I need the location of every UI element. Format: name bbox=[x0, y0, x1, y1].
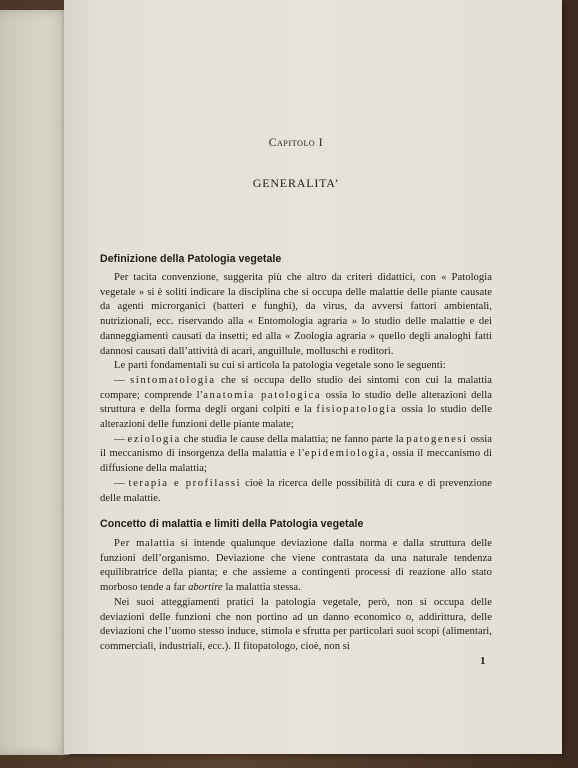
text: ossia il meccanismo di insorgenza della malattia e l’ bbox=[100, 433, 493, 460]
paragraph: Le parti fondamentali su cui si articola la patologia vegetale sono le seguenti: bbox=[114, 360, 446, 372]
text: che si occupa dello studio dei sintomi con cui la malattia compare; comprende l’ bbox=[100, 374, 492, 401]
text: si intende qualunque deviazione dalla norma e dalla struttura delle funzioni dell’organismo. Deviazione che viene contrastata da una naturale tendenza equilibratrice della pianta; e che assieme a contingenti processi di reazione allo stato morboso tende a far bbox=[100, 538, 492, 594]
term: Per malattia bbox=[114, 538, 176, 549]
list-item-terapia: — terapia e profilassi cioè la ricerca delle possibilità di cura e di prevenzione delle malattie. bbox=[100, 477, 492, 504]
chapter-title: GENERALITA’ bbox=[252, 176, 340, 190]
italic-term: abortire bbox=[188, 582, 223, 594]
term: eziologia bbox=[127, 433, 181, 445]
paragraph: Nei suoi atteggiamenti pratici la patologia vegetale, però, non si occupa delle deviazioni delle funzioni che non portino ad un danno economico o, addirittura, delle deviazioni che l’uomo stesso induce, stimola e sfrutta per particolari suoi scopi (alimentari, commerciali, industriali, ecc.). Il fitopatologo, cioè, non si bbox=[100, 596, 492, 652]
text: ossia lo studio delle alterazioni delle funzioni delle piante malate; bbox=[100, 404, 493, 431]
term: terapia e profilassi bbox=[128, 477, 242, 489]
chapter-label bbox=[100, 136, 492, 151]
term: sintomatologia bbox=[130, 374, 216, 386]
text: ossia lo studio delle alterazioni della struttura e della forma degli organi colpiti e la bbox=[100, 389, 492, 416]
paragraph: Per tacita convenzione, suggerita più che altro da criteri didattici, con « Patologia vegetale » si è soliti indicare la disciplina che si occupa delle malattie delle piante causate da agenti microrganici (batteri e funghi), da virus, da avversi fattori ambientali, nutrizionali, ecc. riservando alla « Entomologia agraria » lo studio delle malattie e dei danneggiamenti causati da insetti; ed alla « Zoologia agraria » quello degli analoghi fatti dannosi causati dall’attività di acari, anguillule, molluschi e roditori. bbox=[100, 272, 492, 357]
term: epidemiologia bbox=[304, 448, 387, 460]
text: che studia le cause della malattia; ne fanno parte la bbox=[180, 433, 407, 445]
section-heading-concetto: Concetto di malattia e limiti della Patologia vegetale bbox=[100, 518, 364, 530]
section-body-concetto bbox=[100, 537, 492, 655]
section-heading-definizione: Definizione della Patologia vegetale bbox=[100, 253, 282, 265]
book-page bbox=[64, 0, 562, 754]
chapter-label-text: Capitolo I bbox=[268, 137, 324, 149]
term: anatomia patologica bbox=[203, 389, 322, 401]
term: patogenesi bbox=[406, 433, 468, 445]
previous-page-edge bbox=[0, 10, 70, 755]
text: la malattia stessa. bbox=[222, 582, 301, 594]
section-body-definizione bbox=[100, 271, 492, 506]
text: , ossia il meccanismo di diffusione della malattia; bbox=[100, 448, 492, 475]
term: fisiopatologia bbox=[316, 404, 397, 416]
paragraph bbox=[100, 537, 492, 596]
list-item-sintomatologia: — sintomatologia che si occupa dello studio dei sintomi con cui la malattia compare; comprende l’anatomia patologica ossia lo studio delle alterazioni della struttura e della forma degli organi colpiti e la fisiopatologia ossia lo studio delle alterazioni delle funzioni delle piante malate; bbox=[100, 374, 493, 431]
list-item-eziologia: — eziologia che studia le cause della malattia; ne fanno parte la patogenesi ossia il meccanismo di insorgenza della malattia e l’epidemiologia, ossia il meccanismo di diffusione della malattia; bbox=[100, 433, 493, 475]
page-number: 1 bbox=[480, 655, 486, 667]
text: cioè la ricerca delle possibilità di cura e di prevenzione delle malattie. bbox=[100, 477, 492, 504]
